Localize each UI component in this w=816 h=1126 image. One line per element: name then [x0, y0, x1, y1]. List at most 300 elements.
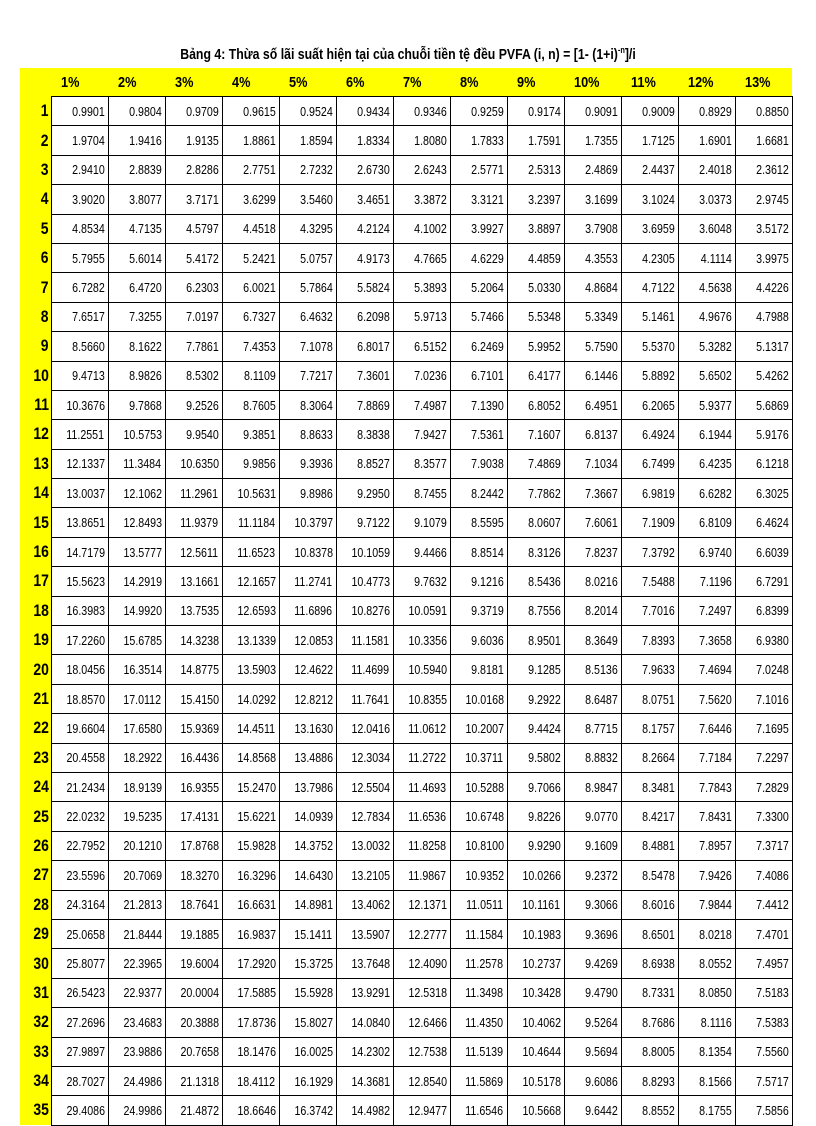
cell-value: 0.9346: [413, 103, 447, 119]
cell-value: 8.1109: [243, 368, 276, 384]
cell-value: 6.6039: [755, 544, 789, 560]
cell-value: 10.6350: [179, 456, 219, 472]
cell-value: 29.4086: [65, 1102, 105, 1118]
table-cell: [450, 273, 507, 302]
table-cell: [507, 302, 564, 331]
cell-value: 12.7538: [407, 1044, 447, 1060]
table-cell: [450, 626, 507, 655]
table-cell: [336, 655, 393, 684]
table-cell: [450, 302, 507, 331]
cell-value: 0.8850: [755, 103, 789, 119]
table-row: [20, 596, 792, 625]
table-cell: [336, 1066, 393, 1095]
table-cell: [108, 361, 165, 390]
cell-value: 3.8077: [128, 191, 162, 207]
table-cell: [735, 97, 792, 126]
cell-value: 5.9176: [755, 426, 789, 442]
cell-value: 8.5436: [527, 573, 561, 589]
table-cell: [279, 537, 336, 566]
cell-value: 8.4881: [641, 838, 675, 854]
cell-value: 6.1446: [584, 368, 618, 384]
cell-value: 3.1024: [641, 191, 675, 207]
cell-value: 11.6896: [294, 603, 333, 619]
cell-value: 8.3126: [527, 544, 561, 560]
column-header-label: 2%: [118, 73, 137, 91]
cell-value: 4.8684: [584, 280, 618, 296]
cell-value: 13.5777: [122, 544, 162, 560]
table-cell: [222, 508, 279, 537]
table-cell: [336, 243, 393, 272]
table-cell: [735, 302, 792, 331]
table-cell: [621, 214, 678, 243]
table-row: [20, 332, 792, 361]
cell-value: 17.4131: [179, 809, 219, 825]
cell-value: 16.9355: [179, 779, 219, 795]
cell-value: 6.7327: [242, 309, 276, 325]
cell-value: 7.3658: [698, 632, 732, 648]
table-cell: [108, 714, 165, 743]
table-cell: [222, 626, 279, 655]
row-header-label: 12: [32, 424, 49, 444]
table-cell: [108, 655, 165, 684]
table-cell: [336, 949, 393, 978]
cell-value: 7.4086: [755, 867, 789, 883]
column-header-rate: [222, 68, 279, 97]
cell-value: 5.6869: [755, 397, 789, 413]
cell-value: 22.9377: [122, 985, 162, 1001]
table-cell: [279, 655, 336, 684]
cell-value: 19.5235: [122, 809, 162, 825]
cell-value: 13.8651: [65, 515, 105, 531]
cell-value: 8.4217: [641, 809, 675, 825]
cell-value: 4.6229: [470, 250, 504, 266]
table-cell: [678, 390, 735, 419]
table-cell: [222, 537, 279, 566]
cell-value: 6.2303: [185, 280, 219, 296]
cell-value: 2.5771: [470, 162, 504, 178]
table-title-exponent: -n: [617, 45, 625, 55]
table-cell: [279, 949, 336, 978]
cell-value: 6.7291: [755, 573, 789, 589]
row-header-label: 32: [32, 1012, 49, 1032]
cell-value: 14.8568: [236, 750, 276, 766]
cell-value: 18.8570: [65, 691, 105, 707]
table-cell: [450, 596, 507, 625]
cell-value: 7.9427: [413, 426, 447, 442]
cell-value: 8.8514: [470, 544, 504, 560]
table-cell: [279, 302, 336, 331]
table-cell: [735, 508, 792, 537]
table-cell: [51, 684, 108, 713]
table-cell: [564, 332, 621, 361]
cell-value: 7.7217: [299, 368, 333, 384]
cell-value: 22.0232: [65, 809, 105, 825]
cell-value: 0.9524: [299, 103, 333, 119]
table-cell: [564, 714, 621, 743]
table-cell: [336, 537, 393, 566]
table-cell: [678, 626, 735, 655]
table-row: [20, 185, 792, 214]
column-header-label: 3%: [175, 73, 194, 91]
table-title-text: Bảng 4: Thừa số lãi suất hiện tại của chuỗi tiền tệ đều PVFA (i, n) = [1- (1+i): [180, 46, 618, 63]
row-header-period: [20, 743, 51, 772]
table-cell: [678, 508, 735, 537]
table-cell: [336, 684, 393, 713]
row-header-period: [20, 479, 51, 508]
cell-value: 6.4951: [584, 397, 618, 413]
table-cell: [279, 97, 336, 126]
table-cell: [108, 155, 165, 184]
table-cell: [279, 684, 336, 713]
table-cell: [450, 479, 507, 508]
table-cell: [507, 919, 564, 948]
cell-value: 6.9819: [641, 485, 675, 501]
cell-value: 11.8258: [408, 838, 447, 854]
table-cell: [507, 831, 564, 860]
table-cell: [393, 655, 450, 684]
cell-value: 6.7282: [71, 280, 105, 296]
cell-value: 8.2442: [470, 485, 504, 501]
cell-value: 12.8212: [293, 691, 333, 707]
cell-value: 7.7016: [641, 603, 675, 619]
cell-value: 7.3601: [356, 368, 390, 384]
table-cell: [564, 1066, 621, 1095]
cell-value: 16.3983: [65, 603, 105, 619]
cell-value: 15.5623: [65, 573, 105, 589]
table-cell: [450, 420, 507, 449]
cell-value: 2.5313: [527, 162, 561, 178]
table-cell: [450, 831, 507, 860]
table-body: [20, 97, 792, 1126]
table-cell: [621, 273, 678, 302]
table-cell: [507, 449, 564, 478]
table-cell: [336, 1008, 393, 1037]
row-header-label: 19: [32, 630, 49, 650]
cell-value: 10.4062: [521, 1014, 561, 1030]
table-cell: [450, 332, 507, 361]
cell-value: 8.9847: [584, 779, 618, 795]
cell-value: 5.6014: [128, 250, 162, 266]
cell-value: 9.8986: [299, 485, 333, 501]
table-row: [20, 1066, 792, 1095]
table-cell: [507, 714, 564, 743]
table-cell: [222, 273, 279, 302]
table-cell: [108, 449, 165, 478]
cell-value: 3.6299: [242, 191, 276, 207]
table-cell: [222, 126, 279, 155]
cell-value: 11.2578: [465, 956, 504, 972]
table-cell: [678, 302, 735, 331]
table-cell: [222, 684, 279, 713]
cell-value: 9.2526: [185, 397, 219, 413]
table-cell: [222, 861, 279, 890]
cell-value: 12.8493: [122, 515, 162, 531]
cell-value: 5.5348: [527, 309, 561, 325]
cell-value: 10.5288: [464, 779, 504, 795]
cell-value: 11.6536: [408, 809, 447, 825]
cell-value: 1.7591: [527, 133, 561, 149]
column-header-label: 13%: [745, 73, 771, 91]
table-cell: [393, 214, 450, 243]
table-cell: [108, 185, 165, 214]
table-cell: [621, 126, 678, 155]
cell-value: 18.3270: [179, 867, 219, 883]
table-cell: [165, 655, 222, 684]
column-header-label: 1%: [61, 73, 80, 91]
table-cell: [735, 890, 792, 919]
cell-value: 5.9377: [698, 397, 732, 413]
cell-value: 8.2664: [641, 750, 675, 766]
table-cell: [678, 243, 735, 272]
table-cell: [279, 361, 336, 390]
table-cell: [564, 890, 621, 919]
cell-value: 20.1210: [122, 838, 162, 854]
table-cell: [393, 714, 450, 743]
table-cell: [222, 185, 279, 214]
table-cell: [621, 978, 678, 1007]
row-header-period: [20, 185, 51, 214]
cell-value: 9.4790: [584, 985, 618, 1001]
table-cell: [108, 243, 165, 272]
cell-value: 6.8017: [356, 338, 390, 354]
cell-value: 14.0292: [236, 691, 276, 707]
header-corner: [20, 68, 51, 97]
cell-value: 7.1078: [299, 338, 333, 354]
table-cell: [279, 449, 336, 478]
table-cell: [279, 479, 336, 508]
table-cell: [51, 420, 108, 449]
cell-value: 14.3681: [350, 1073, 390, 1089]
table-cell: [507, 126, 564, 155]
cell-value: 7.1909: [641, 515, 675, 531]
table-cell: [735, 449, 792, 478]
row-header-period: [20, 596, 51, 625]
cell-value: 9.4466: [413, 544, 447, 560]
cell-value: 23.9886: [122, 1044, 162, 1060]
table-cell: [336, 155, 393, 184]
cell-value: 7.4957: [755, 956, 789, 972]
row-header-period: [20, 390, 51, 419]
table-cell: [564, 302, 621, 331]
row-header-period: [20, 332, 51, 361]
cell-value: 13.0032: [350, 838, 390, 854]
cell-value: 7.8393: [641, 632, 675, 648]
cell-value: 11.4699: [351, 662, 390, 678]
table-cell: [450, 449, 507, 478]
row-header-period: [20, 243, 51, 272]
table-cell: [165, 890, 222, 919]
cell-value: 14.6430: [293, 867, 333, 883]
cell-value: 8.8552: [641, 1102, 675, 1118]
cell-value: 10.8276: [350, 603, 390, 619]
table-cell: [507, 949, 564, 978]
cell-value: 6.6282: [698, 485, 732, 501]
table-cell: [393, 772, 450, 801]
table-cell: [51, 626, 108, 655]
cell-value: 12.1371: [407, 897, 447, 913]
cell-value: 10.3676: [65, 397, 105, 413]
row-header-period: [20, 919, 51, 948]
table-cell: [51, 185, 108, 214]
table-cell: [621, 802, 678, 831]
table-cell: [108, 1008, 165, 1037]
cell-value: 7.0236: [413, 368, 447, 384]
table-cell: [393, 861, 450, 890]
cell-value: 5.7590: [584, 338, 618, 354]
cell-value: 6.4235: [698, 456, 732, 472]
table-cell: [165, 772, 222, 801]
row-header-label: 4: [40, 189, 49, 209]
cell-value: 5.1461: [641, 309, 675, 325]
table-cell: [507, 890, 564, 919]
cell-value: 10.3428: [521, 985, 561, 1001]
cell-value: 4.2305: [641, 250, 675, 266]
table-row: [20, 1037, 792, 1066]
cell-value: 4.5638: [698, 280, 732, 296]
table-cell: [507, 332, 564, 361]
cell-value: 8.1566: [698, 1073, 732, 1089]
cell-value: 8.9826: [128, 368, 162, 384]
table-cell: [450, 97, 507, 126]
table-cell: [279, 508, 336, 537]
table-cell: [564, 772, 621, 801]
table-cell: [393, 567, 450, 596]
table-cell: [336, 273, 393, 302]
table-cell: [621, 1096, 678, 1125]
row-header-period: [20, 978, 51, 1007]
table-cell: [621, 537, 678, 566]
table-cell: [336, 479, 393, 508]
table-cell: [621, 655, 678, 684]
table-cell: [222, 1066, 279, 1095]
cell-value: 15.5928: [293, 985, 333, 1001]
cell-value: 8.0850: [698, 985, 732, 1001]
table-cell: [393, 155, 450, 184]
row-header-label: 8: [40, 306, 49, 326]
row-header-label: 18: [32, 600, 49, 620]
cell-value: 13.1339: [236, 632, 276, 648]
table-cell: [51, 1096, 108, 1125]
table-row: [20, 1096, 792, 1125]
table-cell: [222, 596, 279, 625]
cell-value: 8.0552: [698, 956, 732, 972]
table-cell: [51, 743, 108, 772]
cell-value: 11.4350: [465, 1014, 504, 1030]
cell-value: 15.3725: [293, 956, 333, 972]
cell-value: 19.6604: [65, 720, 105, 736]
table-cell: [450, 978, 507, 1007]
cell-value: 5.7864: [299, 280, 333, 296]
table-cell: [51, 567, 108, 596]
table-cell: [507, 1096, 564, 1125]
row-header-period: [20, 273, 51, 302]
row-header-period: [20, 155, 51, 184]
cell-value: 23.5596: [65, 867, 105, 883]
cell-value: 16.0025: [293, 1044, 333, 1060]
table-cell: [336, 714, 393, 743]
table-cell: [279, 420, 336, 449]
cell-value: 13.0037: [65, 485, 105, 501]
cell-value: 8.3649: [584, 632, 618, 648]
table-cell: [564, 567, 621, 596]
table-cell: [564, 596, 621, 625]
table-cell: [165, 831, 222, 860]
cell-value: 12.4622: [293, 662, 333, 678]
table-cell: [564, 185, 621, 214]
table-cell: [336, 302, 393, 331]
table-cell: [108, 214, 165, 243]
row-header-label: 29: [32, 924, 49, 944]
row-header-period: [20, 361, 51, 390]
table-cell: [222, 802, 279, 831]
cell-value: 17.6580: [122, 720, 162, 736]
cell-value: 9.5264: [584, 1014, 618, 1030]
table-cell: [279, 243, 336, 272]
row-header-period: [20, 214, 51, 243]
column-header-label: 8%: [460, 73, 479, 91]
table-cell: [165, 449, 222, 478]
cell-value: 1.9704: [71, 133, 105, 149]
table-cell: [51, 273, 108, 302]
cell-value: 4.5797: [185, 221, 219, 237]
table-cell: [564, 479, 621, 508]
cell-value: 7.6446: [698, 720, 732, 736]
cell-value: 12.0416: [350, 720, 390, 736]
cell-value: 1.8334: [356, 133, 390, 149]
table-cell: [678, 185, 735, 214]
cell-value: 6.8137: [584, 426, 618, 442]
cell-value: 10.1983: [521, 926, 561, 942]
cell-value: 4.1114: [700, 250, 732, 266]
cell-value: 2.4018: [698, 162, 732, 178]
table-row: [20, 714, 792, 743]
table-cell: [51, 1008, 108, 1037]
cell-value: 0.8929: [698, 103, 732, 119]
table-cell: [222, 449, 279, 478]
cell-value: 10.3356: [407, 632, 447, 648]
cell-value: 8.5660: [71, 338, 105, 354]
table-cell: [678, 949, 735, 978]
cell-value: 9.8226: [527, 809, 561, 825]
table-cell: [564, 655, 621, 684]
table-cell: [621, 420, 678, 449]
column-header-label: 12%: [688, 73, 714, 91]
cell-value: 6.4924: [641, 426, 675, 442]
cell-value: 5.8892: [641, 368, 675, 384]
column-header-label: 10%: [574, 73, 600, 91]
cell-value: 9.4424: [527, 720, 561, 736]
table-cell: [621, 743, 678, 772]
cell-value: 9.3696: [584, 926, 618, 942]
table-cell: [51, 772, 108, 801]
cell-value: 6.9380: [755, 632, 789, 648]
cell-value: 8.1354: [698, 1044, 732, 1060]
table-cell: [735, 626, 792, 655]
table-cell: [450, 214, 507, 243]
cell-value: 11.1184: [238, 515, 276, 531]
row-header-label: 25: [32, 806, 49, 826]
table-cell: [564, 420, 621, 449]
table-cell: [165, 126, 222, 155]
cell-value: 0.9091: [584, 103, 618, 119]
cell-value: 1.8594: [299, 133, 333, 149]
cell-value: 9.7868: [128, 397, 162, 413]
cell-value: 4.7665: [413, 250, 447, 266]
cell-value: 15.8027: [293, 1014, 333, 1030]
cell-value: 7.4869: [527, 456, 561, 472]
cell-value: 11.4693: [408, 779, 447, 795]
cell-value: 0.9434: [356, 103, 390, 119]
